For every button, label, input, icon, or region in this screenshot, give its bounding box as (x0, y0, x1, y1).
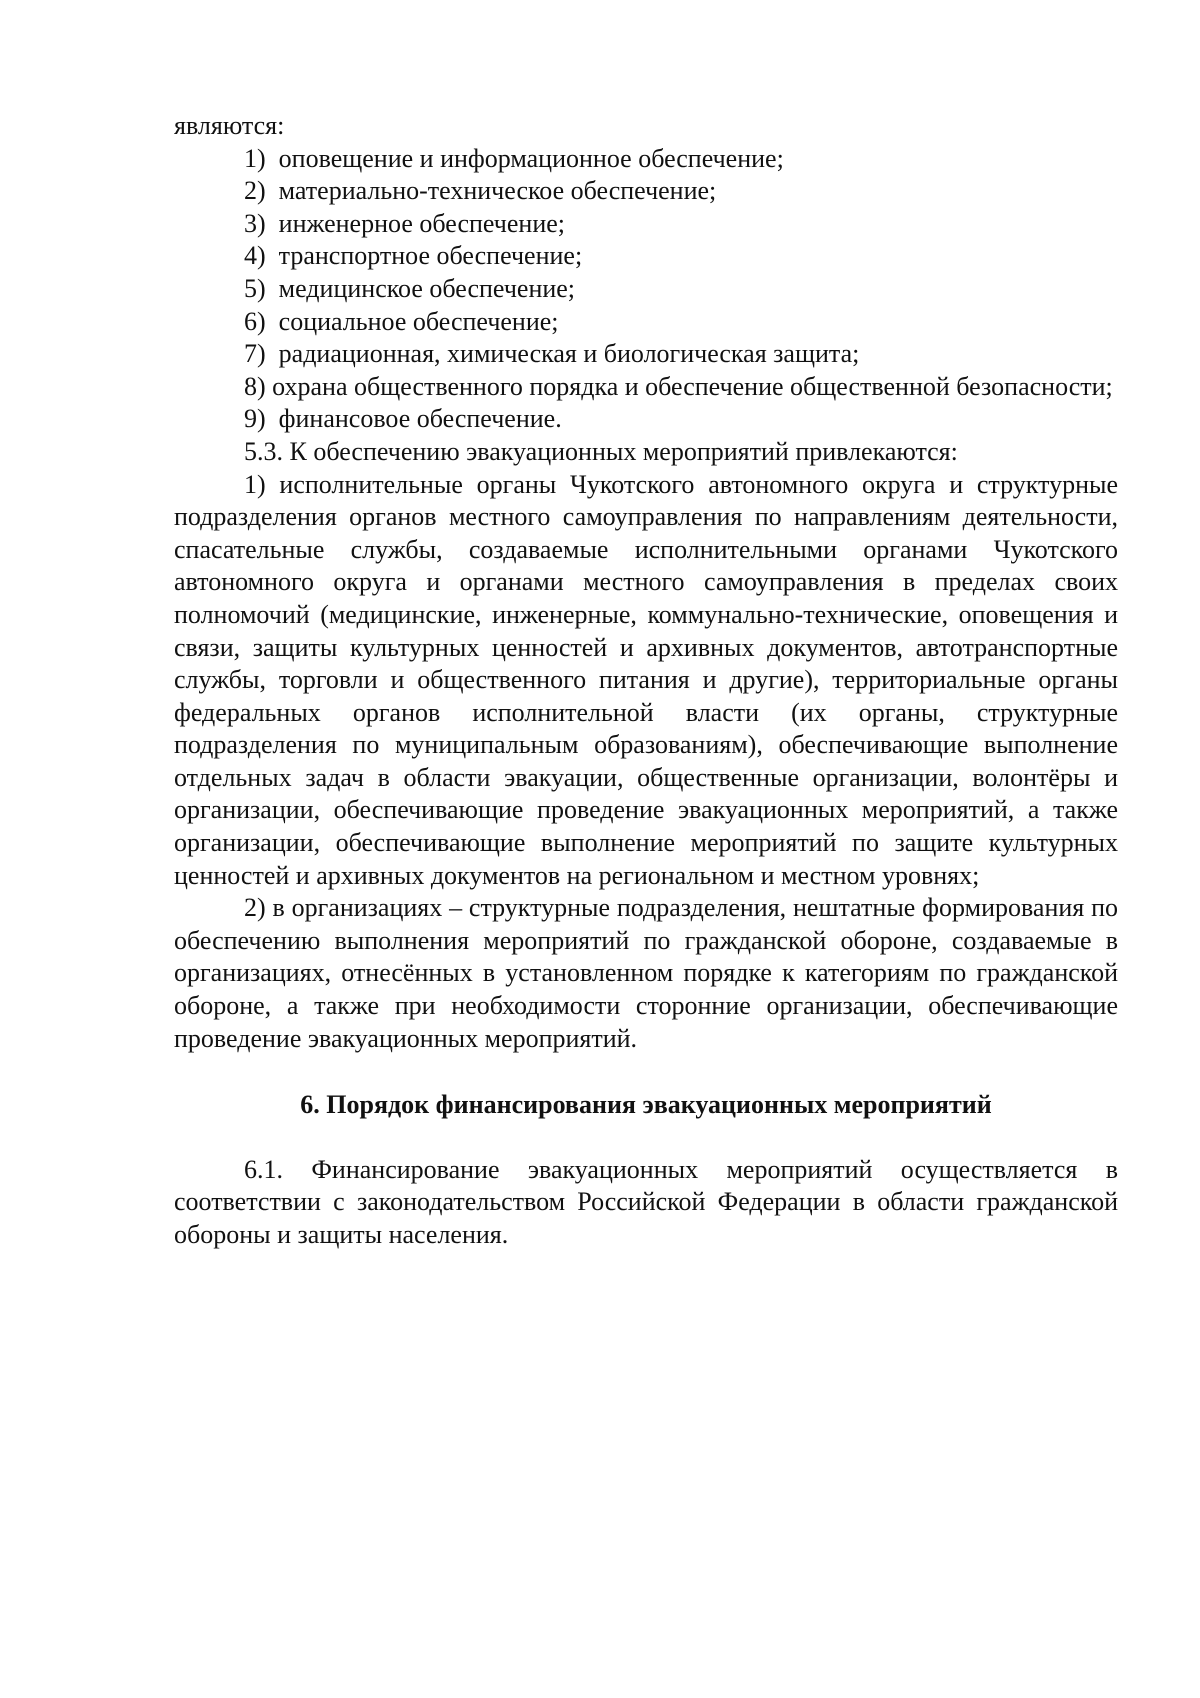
list-item-1: 1) оповещение и информационное обеспечение; (244, 143, 784, 173)
list-item-6: 6) социальное обеспечение; (244, 306, 559, 336)
list-item-7: 7) радиационная, химическая и биологическая защита; (244, 339, 860, 369)
list-item-5: 5) медицинское обеспечение; (244, 273, 576, 303)
list-item-2: 2) материально-техническое обеспечение; (244, 176, 717, 206)
section-6-heading: 6. Порядок финансирования эвакуационных мероприятий (300, 1090, 992, 1120)
list-item-8: 8) охрана общественного порядка и обеспечение общественной безопасности; (244, 371, 1113, 401)
clause-5-3-item-1: 1) исполнительные органы Чукотского автономного округа и структурные подразделения органов местного самоуправления по направлениям деятельности, спасательные службы, создаваемые исполнительными органами Чукотского автономного округа и органами местного самоуправления в пределах своих полномочий (медицинские, инженерные, коммунально-технические, оповещения и связи, защиты культурных ценностей и архивных документов, автотранспортные службы, торговли и общественного питания и другие), территориальные органы федеральных органов исполнительной власти (их органы, структурные подразделения по муниципальным образованиям), обеспечивающие выполнение отдельных задач в области эвакуации, общественные организации, волонтёры и организации, обеспечивающие проведение эвакуационных мероприятий, а также организации, обеспечивающие выполнение мероприятий по защите культурных ценностей и архивных документов на региональном и местном уровнях; (174, 469, 1118, 890)
list-item-4: 4) транспортное обеспечение; (244, 241, 583, 271)
list-item-9: 9) финансовое обеспечение. (244, 404, 562, 434)
clause-5-3: 5.3. К обеспечению эвакуационных мероприятий привлекаются: (244, 436, 958, 466)
document-page (174, 110, 1118, 1252)
intro-text: являются: (174, 111, 285, 140)
clause-6-1: 6.1. Финансирование эвакуационных мероприятий осуществляется в соответствии с законодательством Российской Федерации в области гражданской обороны и защиты населения. (174, 1154, 1118, 1249)
clause-5-3-item-2: 2) в организациях – структурные подразделения, нештатные формирования по обеспечению выполнения мероприятий по гражданской обороне, создаваемые в организациях, отнесённых в установленном порядке к категориям по гражданской обороне, а также при необходимости сторонние организации, обеспечивающие проведение эвакуационных мероприятий. (174, 893, 1118, 1053)
list-item-3: 3) инженерное обеспечение; (244, 208, 566, 238)
